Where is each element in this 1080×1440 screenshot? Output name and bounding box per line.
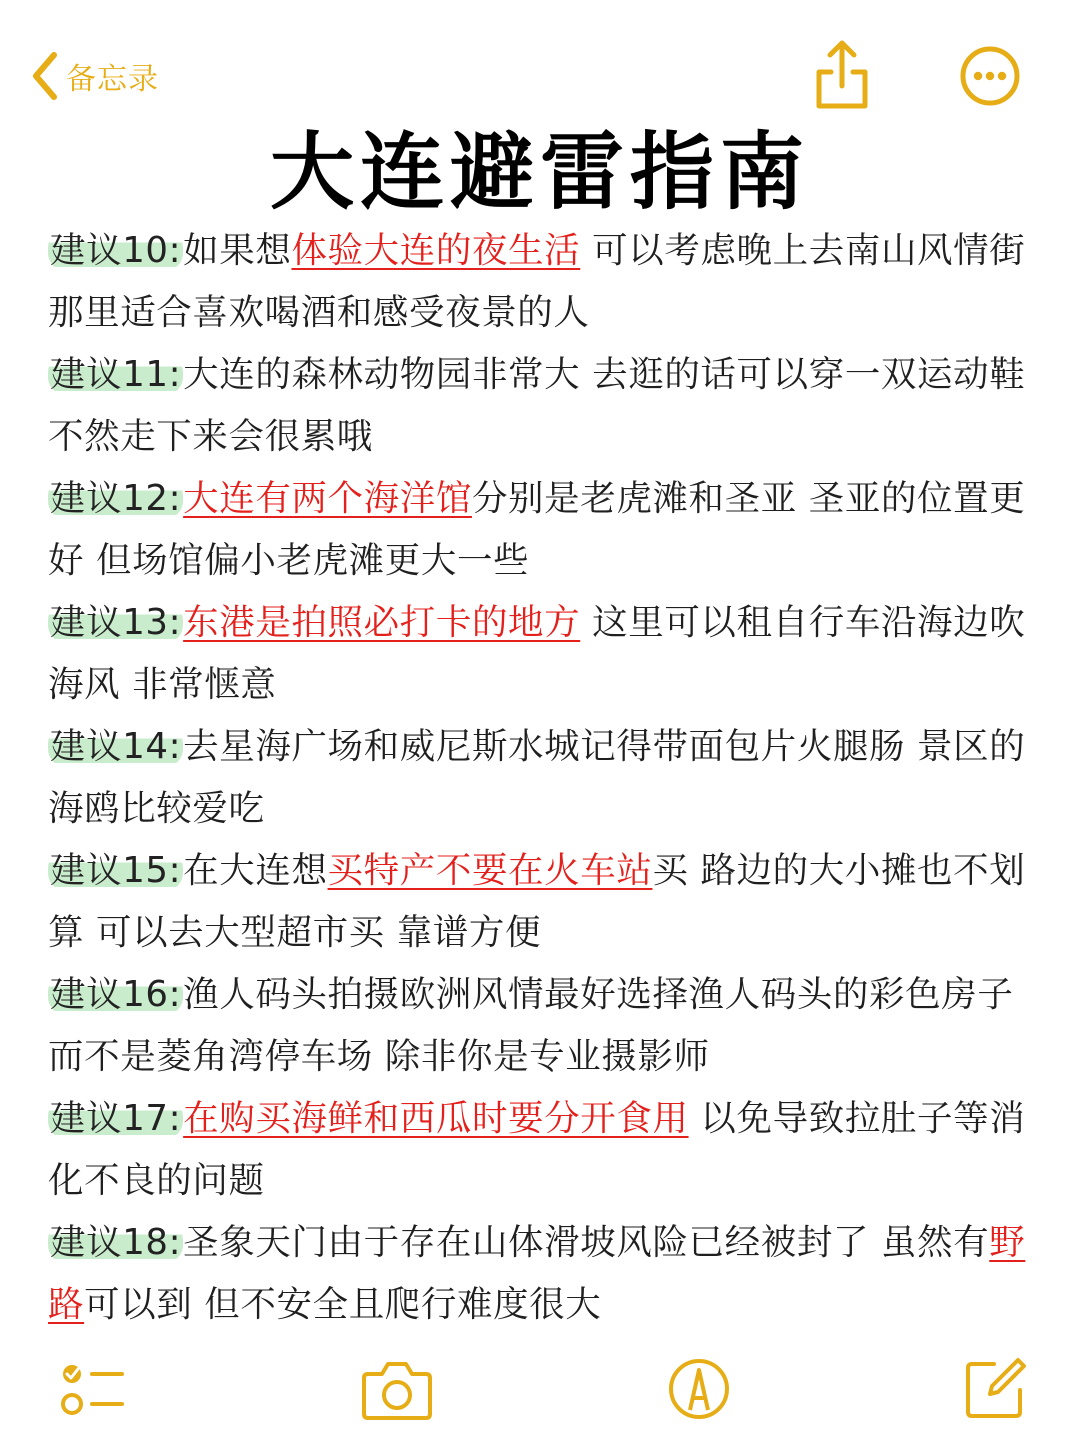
tip-text: 在大连想 [183,850,328,891]
chevron-left-icon [30,51,60,101]
tip-item [48,344,1033,468]
tip-label: 建议14: [50,726,182,767]
back-label: 备忘录 [66,62,159,97]
compose-icon [960,1354,1030,1424]
tip-label: 建议12: [50,478,182,519]
tip-text: 大连的森林动物园非常大 去逛的话可以穿一双运动鞋 不然走下来会很累哦 [48,354,1026,457]
highlighted-text: 在购买海鲜和西瓜时要分开食用 [183,1098,689,1139]
tip-text: 可以考虑晚上去南山风情街 那里适合喜欢喝酒和感受夜景的人 [48,230,1026,333]
tip-text: 这里可以租自行车沿海边吹海风 非常惬意 [48,602,1026,705]
camera-icon [360,1354,434,1424]
highlighted-text: 买特产不要在火车站 [327,850,653,891]
more-options-button[interactable] [958,44,1022,108]
highlighted-text: 东港是拍照必打卡的地方 [183,602,581,643]
tip-label: 建议18: [50,1222,182,1263]
checklist-button[interactable] [58,1354,128,1428]
tip-text: 买 路边的大小摊也不划算 可以去大型超市买 靠谱方便 [48,850,1026,953]
tip-label: 建议17: [50,1098,182,1139]
tip-text: 去星海广场和威尼斯水城记得带面包片火腿肠 景区的海鸥比较爱吃 [48,726,1026,829]
tip-item [48,592,1033,716]
share-icon [812,38,872,110]
highlighted-text: 体验大连的夜生活 [291,230,581,271]
tip-item [48,840,1033,964]
more-icon [958,44,1022,108]
tip-label: 建议11: [50,354,182,395]
tip-item [48,1088,1033,1212]
notes-nav-bar [0,0,1080,130]
tip-item [48,964,1033,1088]
tip-text: 圣象天门由于存在山体滑坡风险已经被封了 虽然有 [183,1222,990,1263]
tips-list [48,220,1033,1336]
share-button[interactable] [812,38,872,110]
tip-text: 可以到 但不安全且爬行难度很大 [84,1284,602,1325]
markup-pen-icon [664,1354,734,1424]
tip-item [48,220,1033,344]
checklist-icon [58,1354,128,1424]
camera-button[interactable] [360,1354,434,1428]
tip-text: 分别是老虎滩和圣亚 圣亚的位置更好 但场馆偏小老虎滩更大一些 [48,478,1026,581]
highlighted-text: 野路 [48,1222,1026,1325]
tip-label: 建议10: [50,230,182,271]
tip-text: 如果想 [183,230,292,271]
compose-button[interactable] [960,1354,1030,1428]
markup-button[interactable] [664,1354,734,1428]
tip-item [48,716,1033,840]
back-button[interactable] [30,48,159,104]
tip-label: 建议13: [50,602,182,643]
page-title: 大连避雷指南 [269,123,810,221]
tip-label: 建议15: [50,850,182,891]
tip-item [48,1212,1033,1336]
highlighted-text: 大连有两个海洋馆 [183,478,472,519]
tip-text: 渔人码头拍摄欧洲风情最好选择渔人码头的彩色房子 而不是菱角湾停车场 除非你是专业摄影师 [48,974,1014,1077]
tip-text: 以免导致拉肚子等消化不良的问题 [48,1098,1026,1201]
tip-label: 建议16: [50,974,182,1015]
tip-item [48,468,1033,592]
bottom-toolbar [0,1350,1080,1430]
